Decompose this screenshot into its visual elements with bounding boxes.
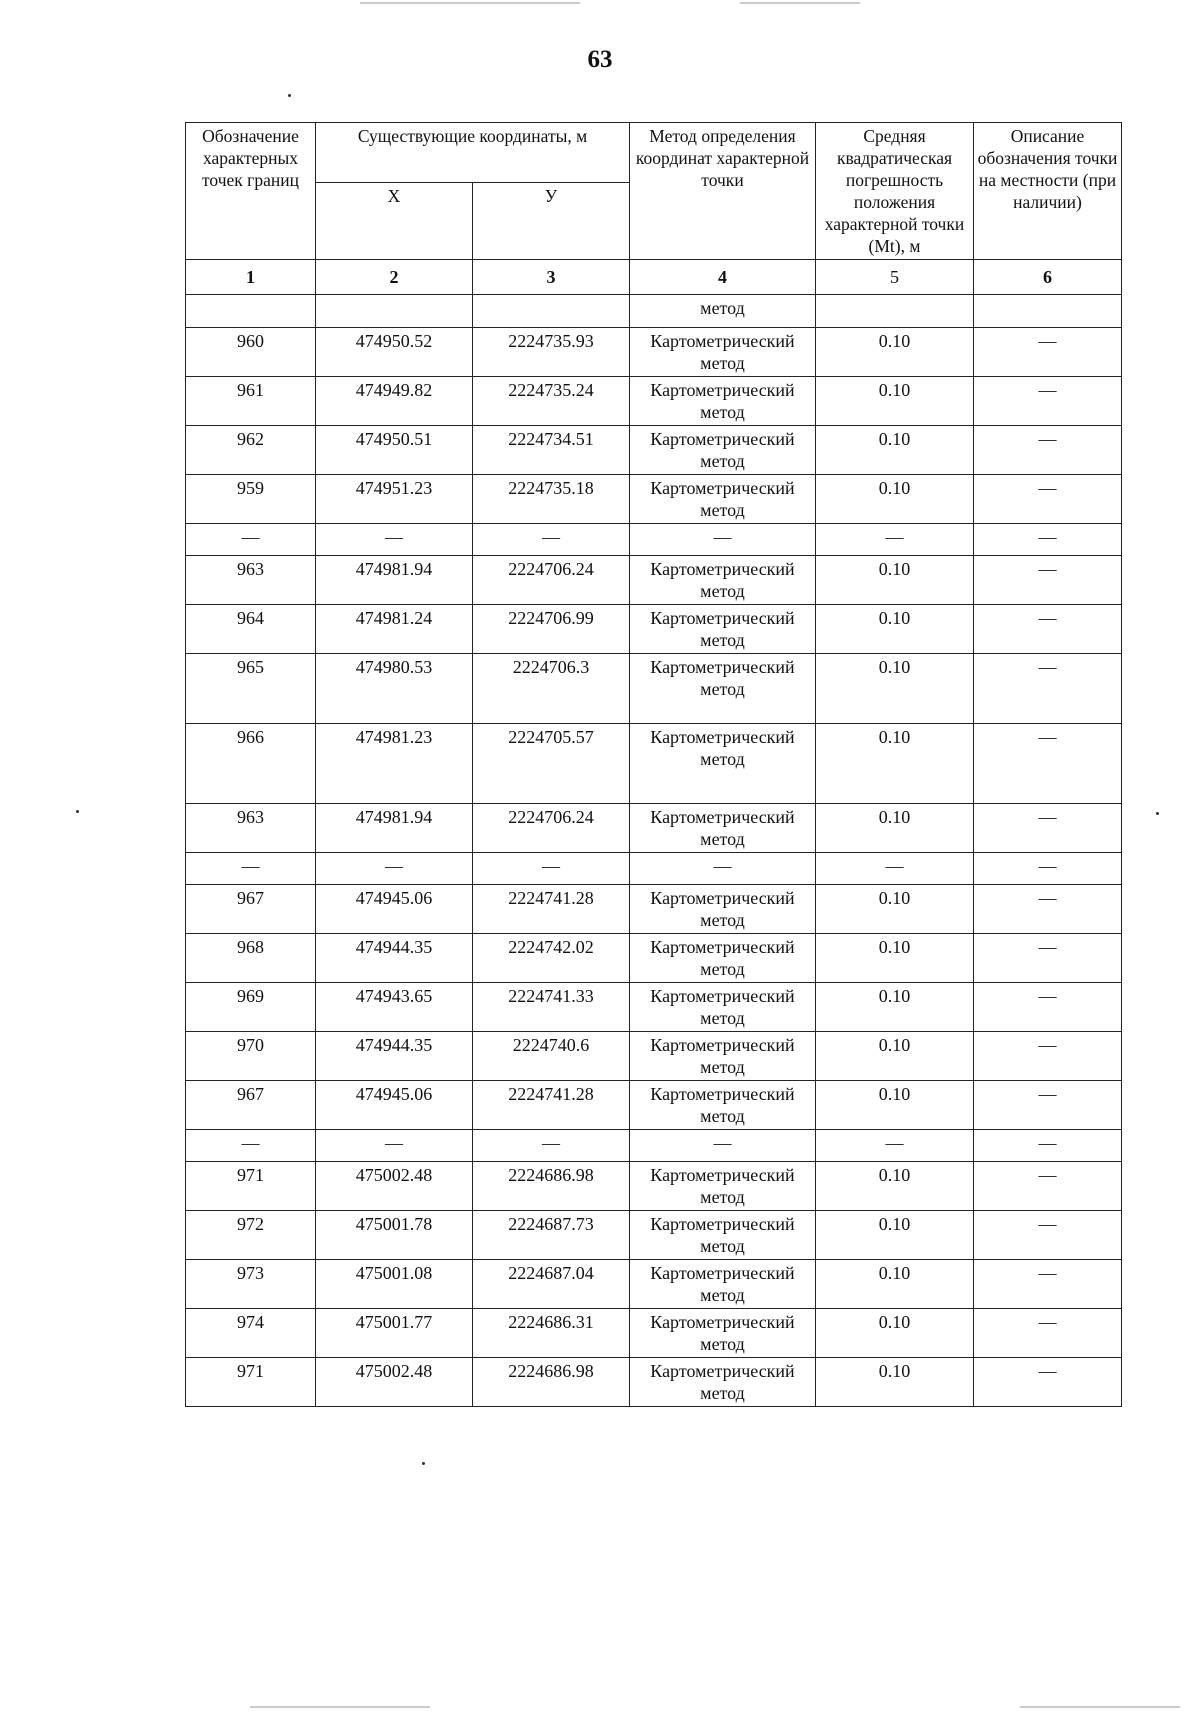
point-id-cell: 971: [186, 1358, 316, 1407]
table-cell: Картометрический метод: [630, 1358, 816, 1407]
table-row: [186, 475, 1122, 524]
table-cell: —: [974, 605, 1122, 654]
point-id-cell: 971: [186, 1162, 316, 1211]
column-number: 1: [186, 260, 316, 295]
header-method: Метод определения координат характерной точки: [630, 123, 816, 260]
point-id-cell: 963: [186, 804, 316, 853]
table-cell: —: [974, 1309, 1122, 1358]
column-number-row: [186, 260, 1122, 295]
table-cell: —: [974, 654, 1122, 724]
point-id-cell: 969: [186, 983, 316, 1032]
column-number: 6: [974, 260, 1122, 295]
table-cell: —: [316, 1130, 473, 1162]
table-body: [186, 295, 1122, 1407]
point-id-cell: —: [186, 1130, 316, 1162]
table-cell: 475002.48: [316, 1162, 473, 1211]
table-cell: —: [974, 426, 1122, 475]
scan-speck: [288, 94, 291, 97]
table-cell: —: [974, 724, 1122, 804]
table-cell: 474981.94: [316, 804, 473, 853]
table-row: [186, 426, 1122, 475]
table-cell: 2224734.51: [473, 426, 630, 475]
table-cell: —: [974, 1032, 1122, 1081]
point-id-cell: 968: [186, 934, 316, 983]
separator-row: [186, 1130, 1122, 1162]
table-cell: —: [974, 1162, 1122, 1211]
table-cell: —: [974, 524, 1122, 556]
column-number: 2: [316, 260, 473, 295]
table-cell: Картометрический метод: [630, 1260, 816, 1309]
table-cell: 2224686.98: [473, 1162, 630, 1211]
table-cell: —: [816, 853, 974, 885]
table-row: [186, 377, 1122, 426]
table-cell: 2224706.3: [473, 654, 630, 724]
table-cell: Картометрический метод: [630, 475, 816, 524]
point-id-cell: 970: [186, 1032, 316, 1081]
table-cell: 0.10: [816, 1032, 974, 1081]
table-cell: Картометрический метод: [630, 1162, 816, 1211]
table-cell: —: [974, 1211, 1122, 1260]
separator-row: [186, 853, 1122, 885]
column-number: 5: [816, 260, 974, 295]
table-cell: 0.10: [816, 1260, 974, 1309]
table-cell: 2224706.24: [473, 804, 630, 853]
table-cell: 474944.35: [316, 934, 473, 983]
table-cell: 2224687.04: [473, 1260, 630, 1309]
header-y: У: [473, 183, 630, 260]
table-cell: Картометрический метод: [630, 1309, 816, 1358]
table-cell: 474981.24: [316, 605, 473, 654]
scan-speck: [422, 1462, 425, 1465]
continuation-row: [186, 295, 1122, 328]
table-cell: 0.10: [816, 724, 974, 804]
table-cell: —: [974, 934, 1122, 983]
table-cell: —: [974, 1081, 1122, 1130]
point-id-cell: 965: [186, 654, 316, 724]
page-number: 63: [587, 46, 613, 73]
column-number: 3: [473, 260, 630, 295]
table-cell: 2224740.6: [473, 1032, 630, 1081]
table-cell: 474943.65: [316, 983, 473, 1032]
table-row: [186, 605, 1122, 654]
table-row: [186, 556, 1122, 605]
table-cell: —: [974, 804, 1122, 853]
coordinates-table: [185, 122, 1122, 1407]
table-cell: 2224742.02: [473, 934, 630, 983]
table-cell: 0.10: [816, 885, 974, 934]
point-id-cell: 964: [186, 605, 316, 654]
header-error: Средняя квадратическая погрешность положения характерной точки (Mt), м: [816, 123, 974, 260]
table-cell: 475001.77: [316, 1309, 473, 1358]
table-cell: Картометрический метод: [630, 724, 816, 804]
table-cell: —: [974, 983, 1122, 1032]
table-row: [186, 1162, 1122, 1211]
table-cell: —: [974, 377, 1122, 426]
table-cell: 2224686.31: [473, 1309, 630, 1358]
table-cell: Картометрический метод: [630, 328, 816, 377]
table-cell: 0.10: [816, 804, 974, 853]
table-cell: —: [974, 1260, 1122, 1309]
scan-speck: [1156, 812, 1159, 815]
table-row: [186, 1260, 1122, 1309]
table-cell: Картометрический метод: [630, 654, 816, 724]
table-cell: Картометрический метод: [630, 1032, 816, 1081]
table-cell: 2224735.18: [473, 475, 630, 524]
table-row: [186, 724, 1122, 804]
table-cell: —: [974, 556, 1122, 605]
table-cell: 474950.52: [316, 328, 473, 377]
point-id-cell: 972: [186, 1211, 316, 1260]
table-cell: Картометрический метод: [630, 1211, 816, 1260]
table-cell: —: [316, 524, 473, 556]
table-cell: —: [473, 853, 630, 885]
table-header: [186, 123, 1122, 295]
point-id-cell: 959: [186, 475, 316, 524]
table-cell: 0.10: [816, 475, 974, 524]
table-row: [186, 1081, 1122, 1130]
table-cell: 2224706.24: [473, 556, 630, 605]
table-row: [186, 1032, 1122, 1081]
table-cell: 0.10: [816, 556, 974, 605]
point-id-cell: 974: [186, 1309, 316, 1358]
table-cell: [186, 295, 316, 328]
table-cell: 2224706.99: [473, 605, 630, 654]
table-cell: —: [974, 328, 1122, 377]
table-cell: —: [473, 1130, 630, 1162]
table-cell: 2224741.28: [473, 1081, 630, 1130]
scan-speck: [76, 810, 79, 813]
table-cell: 0.10: [816, 1358, 974, 1407]
table-cell: —: [630, 1130, 816, 1162]
table-cell: 2224705.57: [473, 724, 630, 804]
point-id-cell: 961: [186, 377, 316, 426]
table-cell: 0.10: [816, 1162, 974, 1211]
table-cell: —: [473, 524, 630, 556]
point-id-cell: 967: [186, 1081, 316, 1130]
table-cell: 0.10: [816, 328, 974, 377]
table-cell: 2224735.24: [473, 377, 630, 426]
table-cell: Картометрический метод: [630, 605, 816, 654]
table-cell: 475001.08: [316, 1260, 473, 1309]
table-cell: 0.10: [816, 1211, 974, 1260]
table-row: [186, 328, 1122, 377]
scan-noise: [360, 2, 580, 4]
table-cell: 0.10: [816, 426, 974, 475]
table-cell: —: [974, 475, 1122, 524]
table-cell: 0.10: [816, 983, 974, 1032]
table-row: [186, 654, 1122, 724]
column-number: 4: [630, 260, 816, 295]
table-cell: 0.10: [816, 1309, 974, 1358]
table-cell: —: [816, 1130, 974, 1162]
point-id-cell: 963: [186, 556, 316, 605]
table-cell: 474949.82: [316, 377, 473, 426]
header-description: Описание обозначения точки на местности (при наличии): [974, 123, 1122, 260]
table-cell: 474980.53: [316, 654, 473, 724]
table-cell: 0.10: [816, 377, 974, 426]
scan-noise: [250, 1706, 430, 1708]
table-cell: 474945.06: [316, 885, 473, 934]
table-cell: Картометрический метод: [630, 377, 816, 426]
table-cell: 474951.23: [316, 475, 473, 524]
table-cell: 2224687.73: [473, 1211, 630, 1260]
table-cell: 2224735.93: [473, 328, 630, 377]
table-cell: 2224741.28: [473, 885, 630, 934]
table-cell: [473, 295, 630, 328]
scan-noise: [1020, 1706, 1180, 1708]
table-row: [186, 885, 1122, 934]
table-cell: 475002.48: [316, 1358, 473, 1407]
table-cell: 474945.06: [316, 1081, 473, 1130]
table-cell: Картометрический метод: [630, 556, 816, 605]
table-cell: метод: [630, 295, 816, 328]
scan-noise: [740, 2, 860, 4]
table-row: [186, 1358, 1122, 1407]
table-cell: 2224741.33: [473, 983, 630, 1032]
table-cell: Картометрический метод: [630, 426, 816, 475]
table-row: [186, 983, 1122, 1032]
table-cell: 0.10: [816, 1081, 974, 1130]
table-cell: 0.10: [816, 934, 974, 983]
point-id-cell: 962: [186, 426, 316, 475]
table-cell: Картометрический метод: [630, 885, 816, 934]
header-point: Обозначение характерных точек границ: [186, 123, 316, 260]
table-cell: —: [630, 853, 816, 885]
point-id-cell: —: [186, 524, 316, 556]
table-cell: Картометрический метод: [630, 804, 816, 853]
table-cell: 474981.94: [316, 556, 473, 605]
table-cell: —: [316, 853, 473, 885]
table-cell: Картометрический метод: [630, 983, 816, 1032]
table-cell: 474981.23: [316, 724, 473, 804]
separator-row: [186, 524, 1122, 556]
table-row: [186, 804, 1122, 853]
table-cell: 475001.78: [316, 1211, 473, 1260]
point-id-cell: 960: [186, 328, 316, 377]
table-cell: [316, 295, 473, 328]
table-row: [186, 1211, 1122, 1260]
header-x: Х: [316, 183, 473, 260]
table-row: [186, 1309, 1122, 1358]
table-cell: 474950.51: [316, 426, 473, 475]
table-cell: 0.10: [816, 654, 974, 724]
header-coordinates: Существующие координаты, м: [316, 123, 630, 183]
table-cell: 2224686.98: [473, 1358, 630, 1407]
table-cell: —: [974, 1358, 1122, 1407]
point-id-cell: 966: [186, 724, 316, 804]
table-cell: —: [974, 853, 1122, 885]
table-cell: 0.10: [816, 605, 974, 654]
table-cell: —: [630, 524, 816, 556]
table-cell: [816, 295, 974, 328]
table-cell: —: [816, 524, 974, 556]
table-cell: 474944.35: [316, 1032, 473, 1081]
table-cell: Картометрический метод: [630, 1081, 816, 1130]
table-row: [186, 934, 1122, 983]
table-cell: [974, 295, 1122, 328]
point-id-cell: 973: [186, 1260, 316, 1309]
table-cell: —: [974, 885, 1122, 934]
point-id-cell: 967: [186, 885, 316, 934]
table-cell: —: [974, 1130, 1122, 1162]
table-cell: Картометрический метод: [630, 934, 816, 983]
point-id-cell: —: [186, 853, 316, 885]
